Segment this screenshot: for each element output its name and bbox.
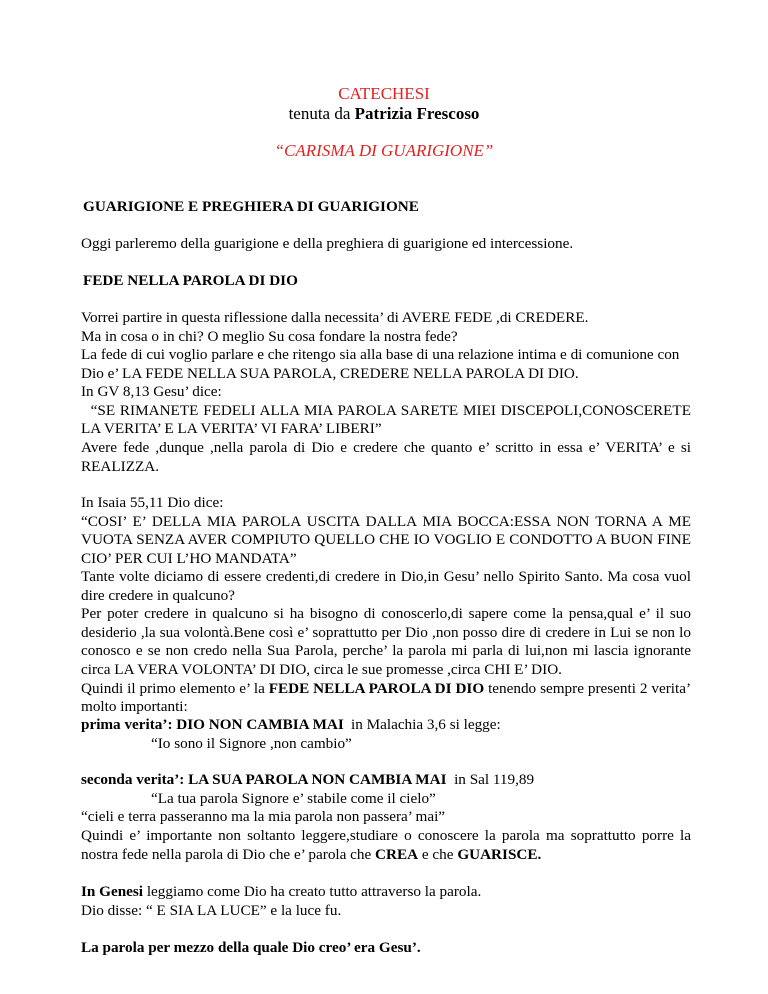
document-subtitle xyxy=(0,105,768,124)
paragraph-verita: Avere fede ,dunque ,nella parola di Dio e credere che quanto e’ scritto in essa e’ VERITA’ e si REALIZZA. xyxy=(81,439,691,475)
verita-line xyxy=(81,771,691,790)
subtitle-prefix: tenuta da xyxy=(288,104,355,123)
text-run-bold: CREA xyxy=(375,845,419,863)
paragraph-line xyxy=(81,680,691,717)
paragraph-parola xyxy=(81,939,691,958)
verita-quote: “cieli e terra passeranno ma la mia parola non passera’ mai” xyxy=(81,808,446,826)
text-run-bold: FEDE NELLA PAROLA DI DIO xyxy=(268,679,485,697)
paragraph-line: Ma in cosa o in chi? O meglio Su cosa fondare la nostra fede? xyxy=(81,327,458,345)
bible-quote: “SE RIMANETE FEDELI ALLA MIA PAROLA SARETE MIEI DISCEPOLI,CONOSCERETE LA VERITA’ E LA VERITA’ VI FARA’ LIBERI” xyxy=(81,401,695,438)
author-name: Patrizia Frescoso xyxy=(354,104,480,123)
text-run-bold: La parola per mezzo della quale Dio creo’ era Gesu’. xyxy=(81,939,421,956)
verita-quote: “La tua parola Signore e’ stabile come il cielo” xyxy=(151,789,436,807)
paragraph-fede xyxy=(81,309,691,383)
document-topic: “CARISMA DI GUARIGIONE” xyxy=(274,141,494,160)
paragraph-line: In Isaia 55,11 Dio dice: xyxy=(81,494,224,511)
text-run: leggiamo come Dio ha creato tutto attraverso la parola. xyxy=(143,883,482,900)
paragraph-line: La fede di cui voglio parlare e che ritengo sia alla base di una relazione intima e di comunione con Dio e’ LA FEDE NELLA SUA PAROLA, CREDERE NELLA PAROLA DI DIO. xyxy=(81,346,680,382)
heading-text: GUARIGIONE E PREGHIERA DI GUARIGIONE xyxy=(83,198,419,215)
verita-line xyxy=(81,716,691,735)
paragraph-credere xyxy=(81,568,691,717)
verita-label: prima verita’: DIO NON CAMBIA MAI xyxy=(81,716,344,733)
paragraph-line: Per poter credere in qualcuno si ha bisogno di conoscerlo,di sapere come la pensa,qual e’ il suo desiderio ,la sua volontà.Bene così e’ soprattutto per Dio ,non posso dire di credere in Lui se non lo conosco e se non credo nella Sua Parola, perche’ la parola mi parla di lui,non mi lascia ignorante circa LA VERA VOLONTA’ DI DIO, circa le sue promesse ,circa CHI E’ DIO. xyxy=(81,605,691,678)
paragraph-isaia xyxy=(81,494,691,568)
paragraph-gv xyxy=(81,383,695,439)
document-title: CATECHESI xyxy=(338,84,430,103)
paragraph-line: Vorrei partire in questa riflessione dalla necessita’ di AVERE FEDE ,di CREDERE. xyxy=(81,309,589,326)
text-run: tenendo sempre presenti 2 verita’ molto importanti: xyxy=(81,679,691,716)
seconda-verita xyxy=(81,771,691,827)
text-run: Quindi e’ importante non soltanto leggere,studiare o conoscere la parola ma soprattutto porre la nostra fede nella parola di Dio che e’ parola che xyxy=(81,827,691,863)
paragraph-genesi xyxy=(81,883,691,920)
paragraph-line: In GV 8,13 Gesu’ dice: xyxy=(81,383,222,400)
section-heading-guarigione xyxy=(81,198,691,217)
bible-quote: “COSI’ E’ DELLA MIA PAROLA USCITA DALLA MIA BOCCA:ESSA NON TORNA A ME VUOTA SENZA AVER COMPIUTO QUELLO CHE IO VOGLIO E CONDOTTO A BUON FINE CIO’ PER CUI L’HO MANDATA” xyxy=(81,512,691,567)
text-run-bold: In Genesi xyxy=(81,883,144,900)
paragraph-line xyxy=(81,883,691,902)
text-run: Quindi il primo elemento e’ la xyxy=(81,679,269,697)
verita-label: seconda verita’: LA SUA PAROLA NON CAMBIA MAI xyxy=(81,771,447,788)
text-run: e che xyxy=(418,845,458,863)
verita-ref: in Malachia 3,6 si legge: xyxy=(351,716,501,733)
prima-verita xyxy=(81,716,691,753)
verita-ref: in Sal 119,89 xyxy=(446,771,535,788)
text-run-bold: GUARISCE. xyxy=(457,845,542,863)
paragraph-line: Dio disse: “ E SIA LA LUCE” e la luce fu. xyxy=(81,901,342,919)
heading-text: FEDE NELLA PAROLA DI DIO xyxy=(83,272,298,289)
intro-paragraph: Oggi parleremo della guarigione e della preghiera di guarigione ed intercessione. xyxy=(81,235,574,252)
paragraph-line: Tante volte diciamo di essere credenti,di credere in Dio,in Gesu’ nello Spirito Santo. Ma cosa vuol dire credere in qualcuno? xyxy=(81,568,691,604)
paragraph-importante xyxy=(81,827,691,864)
section-heading-fede xyxy=(81,272,691,291)
verita-quote: “Io sono il Signore ,non cambio” xyxy=(151,734,352,752)
